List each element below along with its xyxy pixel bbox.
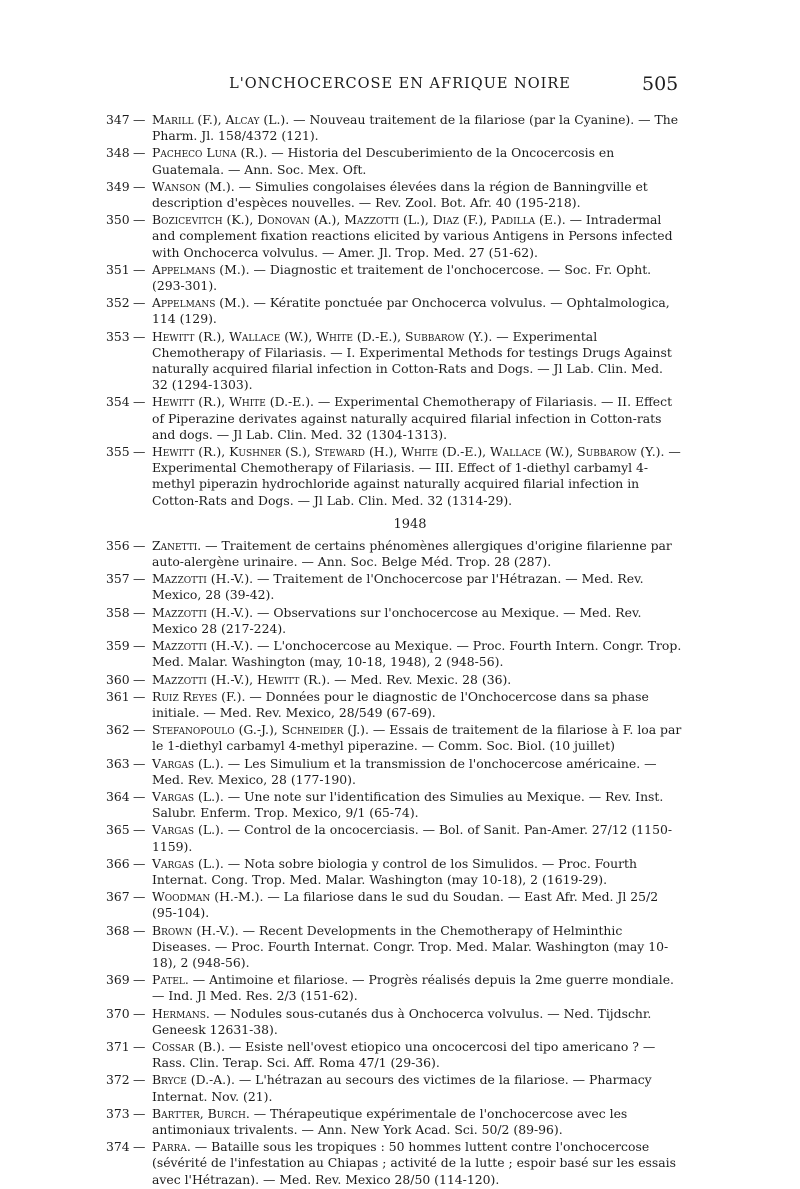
reference-entry — [0, 722, 800, 754]
reference-number: 348 — [106, 145, 130, 161]
reference-number: 352 — [106, 295, 130, 311]
reference-entry — [0, 789, 800, 821]
number-dash: — — [133, 972, 146, 988]
number-dash: — — [133, 571, 146, 587]
reference-entry — [0, 145, 800, 177]
reference-text: — Esiste nell'ovest etiopico una oncocercosi del tipo americano ? — Rass. Clin. Terap. Sci. Aff. Roma 47/1 (29-36). — [152, 1038, 656, 1071]
reference-entry — [0, 295, 800, 327]
reference-authors: Patel. — [152, 972, 189, 988]
reference-text: — Une note sur l'identification des Simulies au Mexique. — Rev. Inst. Salubr. Enferm. Trop. Mexico, 9/1 (65-74). — [152, 788, 664, 821]
reference-number: 347 — [106, 112, 130, 127]
reference-text: — Nodules sous-cutanés dus à Onchocerca volvulus. — Ned. Tijdschr. Geneesk 12631-38). — [152, 1005, 652, 1037]
reference-text: — Essais de traitement de la filariose à F. loa par le 1-diethyl carbamyl 4-methyl piperazine. — Comm. Soc. Biol. (10 juillet) — [152, 722, 682, 754]
number-dash: — — [133, 212, 146, 228]
reference-text: — Traitement de certains phénomènes allergiques d'origine filarienne par auto-alergène urinaire. — Ann. Soc. Belge Méd. Trop. 28 (287). — [152, 537, 672, 570]
reference-number: 373 — [106, 1105, 130, 1121]
reference-number: 366 — [106, 855, 130, 871]
reference-number: 353 — [106, 328, 130, 344]
reference-authors: Vargas (L.). — [152, 788, 224, 804]
reference-number: 369 — [106, 972, 130, 988]
reference-authors: Hewitt (R.), Kushner (S.), Steward (H.), White (D.-E.), Wallace (W.), Subbarow (Y.). — [152, 444, 665, 460]
reference-entry — [0, 605, 800, 637]
reference-entry — [0, 444, 800, 509]
reference-entry — [0, 638, 800, 670]
reference-text: — Intradermal and complement fixation reactions elicited by various Antigens in Persons infected with Onchocerca volvulus. — Amer. Jl. Trop. Med. 27 (51-62). — [152, 212, 673, 260]
page-number: 505 — [642, 73, 679, 95]
reference-authors: Bozicevitch (K.), Donovan (A.), Mazzotti (L.), Diaz (F.), Padilla (E.). — [152, 212, 566, 228]
number-dash: — — [133, 722, 146, 738]
reference-authors: Pacheco Luna (R.). — [152, 145, 268, 161]
reference-number: 359 — [106, 638, 130, 654]
reference-authors: Bartter, Burch. — [152, 1105, 250, 1121]
reference-authors: Zanetti. — [152, 537, 202, 553]
reference-entry — [0, 112, 800, 144]
reference-number: 362 — [106, 722, 130, 738]
reference-authors: Stefanopoulo (G.-J.), Schneider (J.). — [152, 722, 369, 738]
reference-authors: Mazzotti (H.-V.). — [152, 604, 254, 620]
reference-authors: Woodman (H.-M.). — [152, 889, 264, 905]
reference-entry — [0, 756, 800, 788]
reference-authors: Mazzotti (H.-V.). — [152, 571, 254, 587]
reference-entry — [0, 1006, 800, 1038]
number-dash: — — [133, 855, 146, 871]
number-dash: — — [133, 1105, 146, 1121]
running-title: L'ONCHOCERCOSE EN AFRIQUE NOIRE — [229, 76, 571, 92]
number-dash: — — [133, 112, 146, 127]
reference-number: 371 — [106, 1038, 130, 1054]
reference-number: 356 — [106, 537, 130, 553]
reference-text: — Historia del Descuberimiento de la Oncocercosis en Guatemala. — Ann. Soc. Mex. Oft. — [152, 145, 615, 177]
reference-authors: Mazzotti (H.-V.), Hewitt (R.). — [152, 671, 331, 687]
reference-authors: Vargas (L.). — [152, 855, 224, 871]
reference-authors: Vargas (L.). — [152, 822, 224, 838]
reference-authors: Wanson (M.). — [152, 178, 235, 194]
reference-authors: Brown (H.-V.). — [152, 922, 239, 938]
references-1948 — [0, 538, 800, 1188]
reference-authors: Appelmans (M.). — [152, 295, 250, 311]
reference-text: — Recent Developments in the Chemotherapy of Helminthic Diseases. — Proc. Fourth Internat. Congr. Trop. Med. Malar. Washington (may 10-18), 2 (948-56). — [152, 922, 669, 970]
reference-text: — Antimoine et filariose. — Progrès réalisés depuis la 2me guerre mondiale. — Ind. Jl Med. Res. 2/3 (151-62). — [152, 972, 674, 1004]
number-dash: — — [133, 261, 146, 277]
reference-text: — Nouveau traitement de la filariose (par la Cyanine). — The Pharm. Jl. 158/4372 (121). — [152, 112, 679, 144]
reference-entry — [0, 329, 800, 394]
reference-number: 367 — [106, 889, 130, 905]
reference-entry — [0, 689, 800, 721]
reference-number: 364 — [106, 788, 130, 804]
reference-number: 372 — [106, 1072, 130, 1088]
reference-number: 350 — [106, 212, 130, 228]
reference-authors: Cossar (B.). — [152, 1038, 225, 1054]
reference-number: 354 — [106, 394, 130, 410]
number-dash: — — [133, 638, 146, 654]
reference-number: 360 — [106, 671, 130, 687]
reference-entry — [0, 1039, 800, 1071]
reference-entry — [0, 856, 800, 888]
reference-entry — [0, 972, 800, 1004]
reference-entry — [0, 538, 800, 570]
reference-number: 365 — [106, 822, 130, 838]
reference-number: 368 — [106, 922, 130, 938]
reference-entry — [0, 1072, 800, 1104]
reference-entry — [0, 179, 800, 211]
reference-authors: Parra. — [152, 1139, 191, 1155]
number-dash: — — [133, 1139, 146, 1155]
number-dash: — — [133, 394, 146, 410]
reference-text: — Control de la oncocerciasis. — Bol. of Sanit. Pan-Amer. 27/12 (1150-1159). — [152, 822, 673, 854]
reference-text: — L'hétrazan au secours des victimes de la filariose. — Pharmacy Internat. Nov. (21). — [152, 1072, 652, 1104]
reference-entry — [0, 262, 800, 294]
reference-text: — Simulies congolaises élevées dans la région de Banningville et description d'espèces nouvelles. — Rev. Zool. Bot. Afr. 40 (195-218). — [152, 178, 648, 211]
reference-text: — Traitement de l'Onchocercose par l'Hétrazan. — Med. Rev. Mexico, 28 (39-42). — [152, 571, 644, 603]
number-dash: — — [133, 755, 146, 771]
reference-authors: Vargas (L.). — [152, 755, 224, 771]
reference-authors: Hewitt (R.), Wallace (W.), White (D.-E.), Subbarow (Y.). — [152, 328, 493, 344]
reference-number: 357 — [106, 571, 130, 587]
reference-number: 358 — [106, 604, 130, 620]
reference-text: — La filariose dans le sud du Soudan. — East Afr. Med. Jl 25/2 (95-104). — [152, 889, 659, 921]
reference-number: 351 — [106, 261, 130, 277]
reference-text: — Nota sobre biologia y control de los Simulidos. — Proc. Fourth Internat. Cong. Trop. Med. Malar. Washington (may 10-18), 2 (1619-29). — [152, 855, 637, 887]
reference-text: — Med. Rev. Mexic. 28 (36). — [330, 671, 512, 687]
reference-entry — [0, 212, 800, 261]
reference-authors: Bryce (D.-A.). — [152, 1072, 235, 1088]
reference-authors: Hewitt (R.), White (D.-E.). — [152, 394, 314, 410]
reference-text: — L'onchocercose au Mexique. — Proc. Fourth Intern. Congr. Trop. Med. Malar. Washington (may, 10-18, 1948), 2 (948-56). — [152, 638, 682, 670]
reference-authors: Marill (F.), Alcay (L.). — [152, 112, 290, 127]
reference-text: — Observations sur l'onchocercose au Mexique. — Med. Rev. Mexico 28 (217-224). — [152, 604, 642, 636]
reference-text: — Diagnostic et traitement de l'onchocercose. — Soc. Fr. Opht. (293-301). — [152, 261, 652, 294]
reference-authors: Ruiz Reyes (F.). — [152, 688, 246, 704]
number-dash: — — [133, 295, 146, 311]
number-dash: — — [133, 444, 146, 460]
reference-entry — [0, 394, 800, 443]
reference-entry — [0, 672, 800, 688]
reference-entry — [0, 1106, 800, 1138]
reference-number: 363 — [106, 755, 130, 771]
number-dash: — — [133, 328, 146, 344]
reference-number: 361 — [106, 688, 130, 704]
reference-entry — [0, 923, 800, 972]
reference-text: — Données pour le diagnostic de l'Onchocercose dans sa phase initiale. — Med. Rev. Mexico, 28/549 (67-69). — [152, 688, 649, 720]
reference-text: — Thérapeutique expérimentale de l'onchocercose avec les antimoniaux trivalents. — Ann. New York Acad. Sci. 50/2 (89-96). — [152, 1105, 628, 1137]
reference-entry — [0, 1139, 800, 1188]
number-dash: — — [133, 537, 146, 553]
number-dash: — — [133, 922, 146, 938]
reference-text: — Experimental Chemotherapy of Filariasis. — III. Effect of 1-diethyl carbamyl 4-methyl piperazin hydrochloride against naturally acquired filarial infection in Cotton-Rats and Dogs. — Jl Lab. Clin. Med. 32 (1314-29). — [152, 444, 681, 508]
number-dash: — — [133, 1038, 146, 1054]
reference-number: 374 — [106, 1139, 130, 1155]
reference-authors: Hermans. — [152, 1005, 210, 1021]
reference-text: — Les Simulium et la transmission de l'onchocercose américaine. — Med. Rev. Mexico, 28 (177-190). — [152, 755, 657, 787]
reference-number: 349 — [106, 178, 130, 194]
number-dash: — — [133, 178, 146, 194]
reference-entry — [0, 571, 800, 603]
reference-entry — [0, 822, 800, 854]
reference-authors: Mazzotti (H.-V.). — [152, 638, 254, 654]
reference-text: — Bataille sous les tropiques : 50 hommes luttent contre l'onchocercose (sévérité de l'infestation au Chiapas ; activité de la lutte ; espoir basé sur les essais avec l'Hétrazan). — Med. Rev. Mexico 28/50 (114-120). — [152, 1139, 676, 1187]
number-dash: — — [133, 604, 146, 620]
reference-authors: Appelmans (M.). — [152, 261, 250, 277]
number-dash: — — [133, 1005, 146, 1021]
number-dash: — — [133, 1072, 146, 1088]
references-before-1948 — [0, 112, 800, 509]
reference-number: 370 — [106, 1005, 130, 1021]
number-dash: — — [133, 822, 146, 838]
number-dash: — — [133, 889, 146, 905]
number-dash: — — [133, 688, 146, 704]
reference-text: — Kératite ponctuée par Onchocerca volvulus. — Ophtalmologica, 114 (129). — [152, 295, 670, 327]
reference-text: — Experimental Chemotherapy of Filariasis. — I. Experimental Methods for testings Drugs Against naturally acquired filarial infection in Cotton-Rats and Dogs. — Jl Lab. Clin. Med. 32 (1294-1303). — [152, 328, 672, 393]
reference-number: 355 — [106, 444, 130, 460]
number-dash: — — [133, 671, 146, 687]
year-heading: 1948 — [393, 516, 427, 532]
reference-list — [0, 112, 800, 1189]
number-dash: — — [133, 145, 146, 161]
reference-entry — [0, 889, 800, 921]
reference-text: — Experimental Chemotherapy of Filariasis. — II. Effect of Piperazine derivates against naturally acquired filarial infection in Cotton-rats and dogs. — Jl Lab. Clin. Med. 32 (1304-1313). — [152, 394, 673, 442]
number-dash: — — [133, 788, 146, 804]
